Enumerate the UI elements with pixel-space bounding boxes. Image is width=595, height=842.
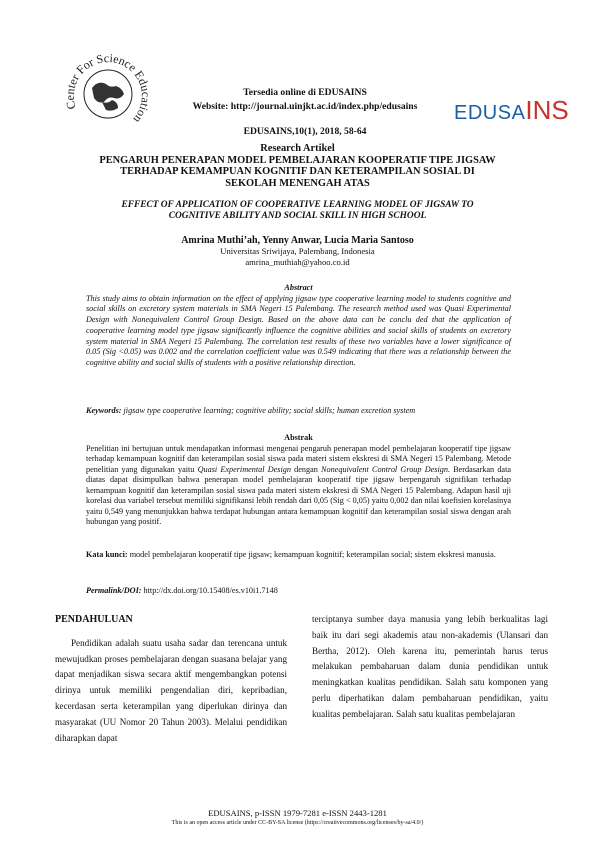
- doi-label: Permalink/DOI:: [86, 586, 142, 595]
- kata-kunci: [86, 550, 511, 561]
- brand-right: INS: [525, 95, 569, 125]
- website-line: Website: http://journal.uinjkt.ac.id/index.php/edusains: [192, 100, 418, 112]
- kata-kunci-text: model pembelajaran kooperatif tipe jigsaw; kemampuan kognitif; keterampilan social; sistem ekskresi manusia.: [127, 550, 496, 559]
- doi-link[interactable]: http://dx.doi.org/10.15408/es.v10i1.7148: [141, 586, 278, 595]
- english-title-line: COGNITIVE ABILITY AND SOCIAL SKILL IN HIGH SCHOOL: [168, 211, 427, 221]
- affiliation: Universitas Sriwijaya, Palembang, Indonesia: [220, 246, 375, 256]
- keywords-label: Keywords:: [86, 406, 122, 415]
- doi-line: [86, 586, 511, 595]
- abstrak-text-italic: Nonequivalent Control Group Design: [321, 464, 448, 474]
- issn-line: EDUSAINS, p-ISSN 1979-7281 e-ISSN 2443-1281: [208, 808, 387, 818]
- title-line: TERHADAP KEMAMPUAN KOGNITIF DAN KETERAMPILAN SOSIAL DI: [120, 166, 475, 177]
- journal-seal-logo: [62, 48, 154, 140]
- title-line: PENGARUH PENERAPAN MODEL PEMBELAJARAN KOOPERATIF TIPE JIGSAW: [99, 154, 496, 166]
- email: amrina_muthiah@yahoo.co.id: [245, 257, 350, 267]
- title-line: SEKOLAH MENENGAH ATAS: [225, 177, 370, 189]
- brand-left: EDUSA: [454, 102, 526, 124]
- author-block: [70, 235, 525, 268]
- article-type: Research Artikel: [260, 143, 335, 154]
- citation-line: EDUSAINS,10(1), 2018, 58-64: [243, 126, 367, 137]
- svg-text:Center For Science Education: Center For Science Education: [62, 51, 153, 126]
- abstract-heading: Abstract: [284, 283, 313, 292]
- section-heading: PENDAHULUAN: [55, 614, 133, 625]
- keywords-en: [86, 406, 511, 417]
- title-block: [70, 143, 525, 189]
- english-title-line: EFFECT OF APPLICATION OF COOPERATIVE LEARNING MODEL OF JIGSAW TO: [121, 200, 474, 210]
- body-paragraph: Pendidikan adalah suatu usaha sadar dan terencana untuk mewujudkan proses pembelajaran dengan suasana belajar yang dapat menjadikan siswa secara aktif mengembangkan potensi dirinya untuk memiliki pengendalian diri, kepribadian, kecerdasan serta keterampilan yang diperlukan dirinya dan masyarakat (UU Nomor 20 Tahun 2003). Melalui pendidikan diharapkan dapat: [55, 637, 287, 743]
- abstract-text: This study aims to obtain information on the effect of applying jigsaw type cooperative learning model to students cognitive and social skills on excretory system materials in SMA Negeri 15 Palembang. The research method used was Quasi Experimental Design with Nonequivalent Control Group Design. Based on the above data can be conclu ded that the application of cooperative learning model type jigsaw significantly influence the cognitive abilities and social skills of students on excretory system material in SMA Negeri 15 Palembang. The correlation test results of these two variables have a lower significance of 0.05 (Sig <0.05) was 0.002 and the correlation coefficient value was 0.549 indicating that there was a relationship between the cognitive ability and social skills of students with a positive relationship direction.: [86, 293, 511, 367]
- abstrak-text-italic: Quasi Experimental Design: [197, 464, 291, 474]
- body-column-left: [55, 612, 287, 746]
- english-title: [70, 200, 525, 222]
- abstrak-heading: Abstrak: [284, 433, 313, 442]
- abstrak-text: [86, 444, 511, 528]
- body-column-right: [312, 612, 548, 723]
- abstrak-text-part: Penelitian ini bertujuan untuk mendapatkan informasi mengenai pengaruh penerapan model pembelajaran kooperatif tipe jigsaw terhadap kemampuan kognitif dan keterampilan sosial siswa pada materi sistem ekskresi di SMA Negeri 15 Palembang. Metode penelitian yang digunakan yaitu: [86, 443, 511, 474]
- abstract-id: [86, 433, 511, 528]
- abstract-en: [86, 283, 511, 369]
- journal-header: [150, 86, 460, 139]
- edusains-logo: [454, 95, 569, 125]
- body-paragraph: terciptanya sumber daya manusia yang lebih berkualitas lagi baik itu dari segi akademis atau non-akademis (Ulansari dan Bertha, 2012). Oleh karena itu, pemerintah harus terus melakukan pembaharuan dalam dunia pendidikan untuk meningkatkan kualitas pendidikan. Salah satu komponen yang perlu diperhatikan dalam pembaharuan pendidikan, yaitu kualitas pembelajaran. Salah satu kualitas pembelajaran: [312, 614, 548, 719]
- authors: Amrina Muthi’ah, Yenny Anwar, Lucia Maria Santoso: [181, 235, 414, 246]
- abstrak-text-part: dengan: [290, 464, 322, 474]
- abstrak-text-part: . Berdasarkan data diatas dapat disimpulkan bahwa penerapan model pembelajaran kooperatif tipe jigsaw berpengaruh signifikan terhadap kemampuan kognitif dan keterampilan sosial siswa pada materi sistem ekskresi di SMA Negeri 15 Palembang. Adapun hasil uji korelasi dua variabel tersebut memiliki signifikansi lebih rendah dari 0,05 (Sig < 0,05) yaitu 0,002 dan nilai koefisien korelasinya yaitu 0,549 yang menunjukkan bahwa terdapat hubungan antara kemampuan kognitif dan keterampilan sosial siswa dengan arah hubungan yang positif.: [86, 464, 511, 526]
- license-line: This is an open access article under CC-BY-SA license (https://creativecommons.org/licenses/by-sa/4.0/): [171, 820, 424, 826]
- kata-kunci-label: Kata kunci:: [86, 550, 128, 559]
- availability-line: Tersedia online di EDUSAINS: [243, 87, 367, 98]
- keywords-text: jigsaw type cooperative learning; cognitive ability; social skills; human excretion system: [121, 406, 416, 415]
- page-footer: [55, 808, 540, 828]
